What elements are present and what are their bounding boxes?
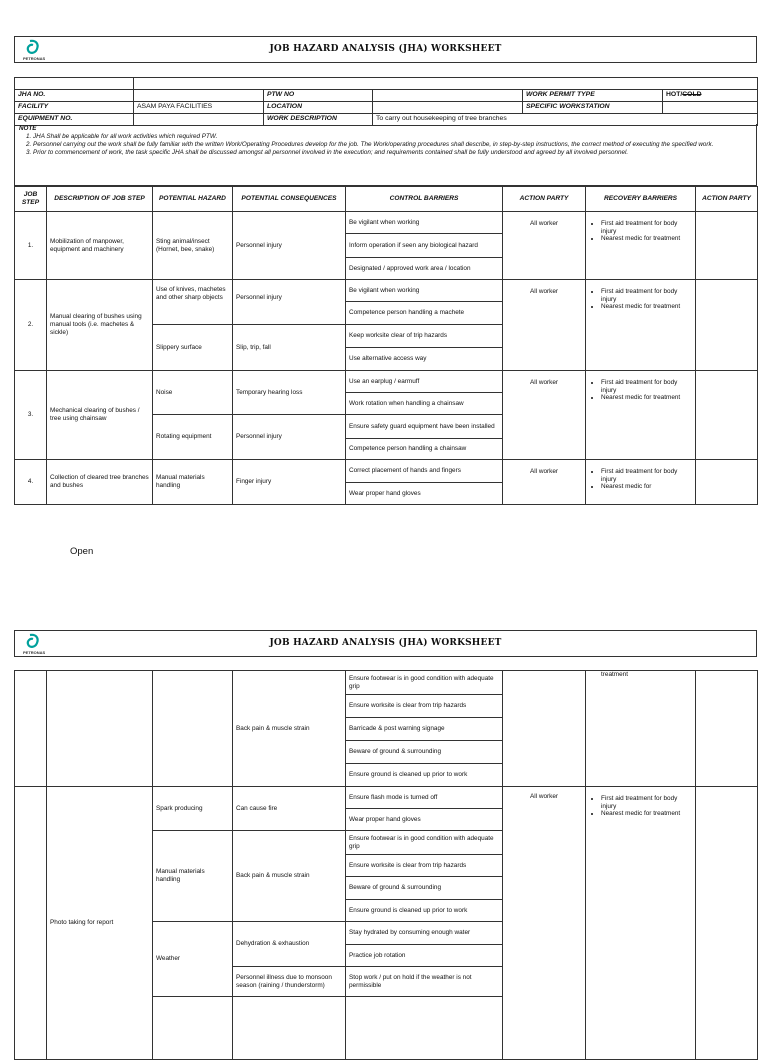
col-header-consequences: POTENTIAL CONSEQUENCES xyxy=(233,187,346,212)
action-party: All worker xyxy=(503,787,586,1060)
work-permit-type-label: WORK PERMIT TYPE xyxy=(523,90,663,102)
worksheet-title: JOB HAZARD ANALYSIS (JHA) WORKSHEET xyxy=(269,44,502,54)
consequence-cell: Finger injury xyxy=(233,460,346,505)
action-party: All worker xyxy=(503,371,586,460)
control-barrier: Designated / approved work area / location xyxy=(346,258,503,280)
hazard-cell: Slippery surface xyxy=(153,325,233,371)
job-step-number: 3. xyxy=(15,371,47,460)
consequence-cell: Can cause fire xyxy=(233,787,346,831)
hazard-cell: Use of knives, machetes and other sharp objects xyxy=(153,280,233,325)
control-barrier: Beware of ground & surrounding xyxy=(346,877,503,900)
location-value xyxy=(373,102,523,114)
note-section xyxy=(14,124,757,186)
control-barrier: Correct placement of hands and fingers xyxy=(346,460,503,483)
job-step-description: Collection of cleared tree branches and bushes xyxy=(47,460,153,505)
control-barrier: Stay hydrated by consuming enough water xyxy=(346,922,503,945)
consequence-cell: Back pain & muscle strain xyxy=(233,831,346,922)
consequence-cell: Personnel illness due to monsoon season (raining / thunderstorm) xyxy=(233,967,346,997)
hazard-cell: Sting animal/insect (Hornet, bee, snake) xyxy=(153,212,233,280)
job-step-number: 1. xyxy=(15,212,47,280)
action-party: All worker xyxy=(503,460,586,505)
control-barrier: Competence person handling a chainsaw xyxy=(346,439,503,460)
note-item: 1. JHA Shall be applicable for all work activities which required PTW. xyxy=(33,133,752,141)
action-party: All worker xyxy=(503,280,586,371)
worksheet-title: JOB HAZARD ANALYSIS (JHA) WORKSHEET xyxy=(269,638,502,648)
jha-no-value xyxy=(134,90,264,102)
hazard-cell: Weather xyxy=(153,922,233,997)
control-barrier: Practice job rotation xyxy=(346,945,503,967)
recovery-barriers: treatment xyxy=(586,671,696,787)
consequence-cell: Personnel injury xyxy=(233,212,346,280)
control-barrier: Ensure safety guard equipment have been installed xyxy=(346,415,503,439)
recovery-barriers: • First aid treatment for body injury • Nearest medic for treatment xyxy=(586,212,696,280)
control-barrier: Keep worksite clear of trip hazards xyxy=(346,325,503,348)
recovery-barriers: • First aid treatment for body injury • Nearest medic for treatment xyxy=(586,787,696,1060)
hazard-cell: Rotating equipment xyxy=(153,415,233,460)
jha-info-table xyxy=(14,77,758,126)
control-barrier: Be vigilant when working xyxy=(346,280,503,302)
consequence-cell: Slip, trip, fall xyxy=(233,325,346,371)
recovery-barriers: • First aid treatment for body injury • Nearest medic for treatment xyxy=(586,371,696,460)
recovery-barriers: • First aid treatment for body injury • Nearest medic for treatment xyxy=(586,280,696,371)
consequence-cell: Temporary hearing loss xyxy=(233,371,346,415)
action-party-2 xyxy=(696,212,758,280)
control-barrier: Wear proper hand gloves xyxy=(346,809,503,831)
ptw-no-value xyxy=(373,90,523,102)
col-header-hazard: POTENTIAL HAZARD xyxy=(153,187,233,212)
worksheet-header xyxy=(14,36,757,63)
hazard-cell: Spark producing xyxy=(153,787,233,831)
work-permit-type-value: HOT/COLD xyxy=(663,90,758,102)
col-header-action-party: ACTION PARTY xyxy=(503,187,586,212)
control-barrier: Barricade & post warning signage xyxy=(346,718,503,741)
col-header-action-party-2: ACTION PARTY xyxy=(696,187,758,212)
note-item: 3. Prior to commencement of work, the task specific JHA shall be discussed amongst all personnel involved in the execution; and requirements contained shall be fully understood and agreed by all involved personnel. xyxy=(33,149,752,157)
control-barrier: Work rotation when handling a chainsaw xyxy=(346,393,503,415)
control-barrier: Beware of ground & surrounding xyxy=(346,741,503,764)
work-description-label: WORK DESCRIPTION xyxy=(264,114,373,126)
action-party-2 xyxy=(696,371,758,460)
consequence-cell: Personnel injury xyxy=(233,415,346,460)
consequence-cell: Back pain & muscle strain xyxy=(233,671,346,787)
work-description-value: To carry out housekeeping of tree branches xyxy=(373,114,758,126)
control-barrier: Ensure ground is cleaned up prior to work xyxy=(346,764,503,787)
ptw-no-label: PTW NO xyxy=(264,90,373,102)
recovery-barriers: • First aid treatment for body injury • Nearest medic for xyxy=(586,460,696,505)
hazard-cell: Manual materials handling xyxy=(153,831,233,922)
control-barrier: Use alternative access way xyxy=(346,348,503,371)
job-step-description: Mechanical clearing of bushes / tree using chainsaw xyxy=(47,371,153,460)
action-party-2 xyxy=(696,460,758,505)
facility-value: ASAM PAYA FACILITIES xyxy=(134,102,264,114)
consequence-cell: Personnel injury xyxy=(233,280,346,325)
jha-steps-table-continued xyxy=(14,670,758,1060)
control-barrier: Ensure footwear is in good condition with adequate grip xyxy=(346,671,503,695)
job-step-description: Mobilization of manpower, equipment and machinery xyxy=(47,212,153,280)
jha-no-label: JHA NO. xyxy=(15,90,134,102)
control-barrier: Ensure worksite is clear from trip hazards xyxy=(346,855,503,877)
note-label: NOTE xyxy=(19,125,37,132)
job-step-description: Photo taking for report xyxy=(47,787,153,1060)
specific-workstation-value xyxy=(663,102,758,114)
col-header-control-barriers: CONTROL BARRIERS xyxy=(346,187,503,212)
control-barrier: Use an earplug / earmuff xyxy=(346,371,503,393)
specific-workstation-label: SPECIFIC WORKSTATION xyxy=(523,102,663,114)
jha-steps-table xyxy=(14,186,758,505)
control-barrier: Be vigilant when working xyxy=(346,212,503,234)
job-step-number: 4. xyxy=(15,460,47,505)
hazard-cell: Noise xyxy=(153,371,233,415)
facility-label: FACILITY xyxy=(15,102,134,114)
col-header-job-step: JOB STEP xyxy=(15,187,47,212)
job-step-description: Manual clearing of bushes using manual tools (i.e. machetes & sickle) xyxy=(47,280,153,371)
control-barrier: Ensure footwear is in good condition with adequate grip xyxy=(346,831,503,855)
control-barrier: Stop work / put on hold if the weather is not permissible xyxy=(346,967,503,997)
open-label[interactable]: Open xyxy=(70,546,94,557)
control-barrier: Ensure ground is cleaned up prior to work xyxy=(346,900,503,922)
control-barrier: Ensure worksite is clear from trip hazards xyxy=(346,695,503,718)
control-barrier: Ensure flash mode is turned off xyxy=(346,787,503,809)
location-label: LOCATION xyxy=(264,102,373,114)
action-party-2 xyxy=(696,280,758,371)
action-party: All worker xyxy=(503,212,586,280)
control-barrier: Competence person handling a machete xyxy=(346,302,503,325)
note-item: 2. Personnel carrying out the work shall be fully familiar with the written Work/Operating Procedures develop for the job. The Work/operating procedures shall describe, in step-by-step instructions, the correct method of executing the specified work. xyxy=(33,141,752,149)
col-header-description: DESCRIPTION OF JOB STEP xyxy=(47,187,153,212)
consequence-cell: Dehydration & exhaustion xyxy=(233,922,346,967)
col-header-recovery-barriers: RECOVERY BARRIERS xyxy=(586,187,696,212)
svg-text:PETRONAS: PETRONAS xyxy=(23,56,46,61)
svg-text:PETRONAS: PETRONAS xyxy=(23,650,46,655)
control-barrier: Inform operation if seen any biological hazard xyxy=(346,234,503,258)
job-step-number: 2. xyxy=(15,280,47,371)
hazard-cell: Manual materials handling xyxy=(153,460,233,505)
control-barrier: Wear proper hand gloves xyxy=(346,483,503,505)
equipment-no-label: EQUIPMENT NO. xyxy=(15,114,134,126)
worksheet-header-page-2 xyxy=(14,630,757,657)
